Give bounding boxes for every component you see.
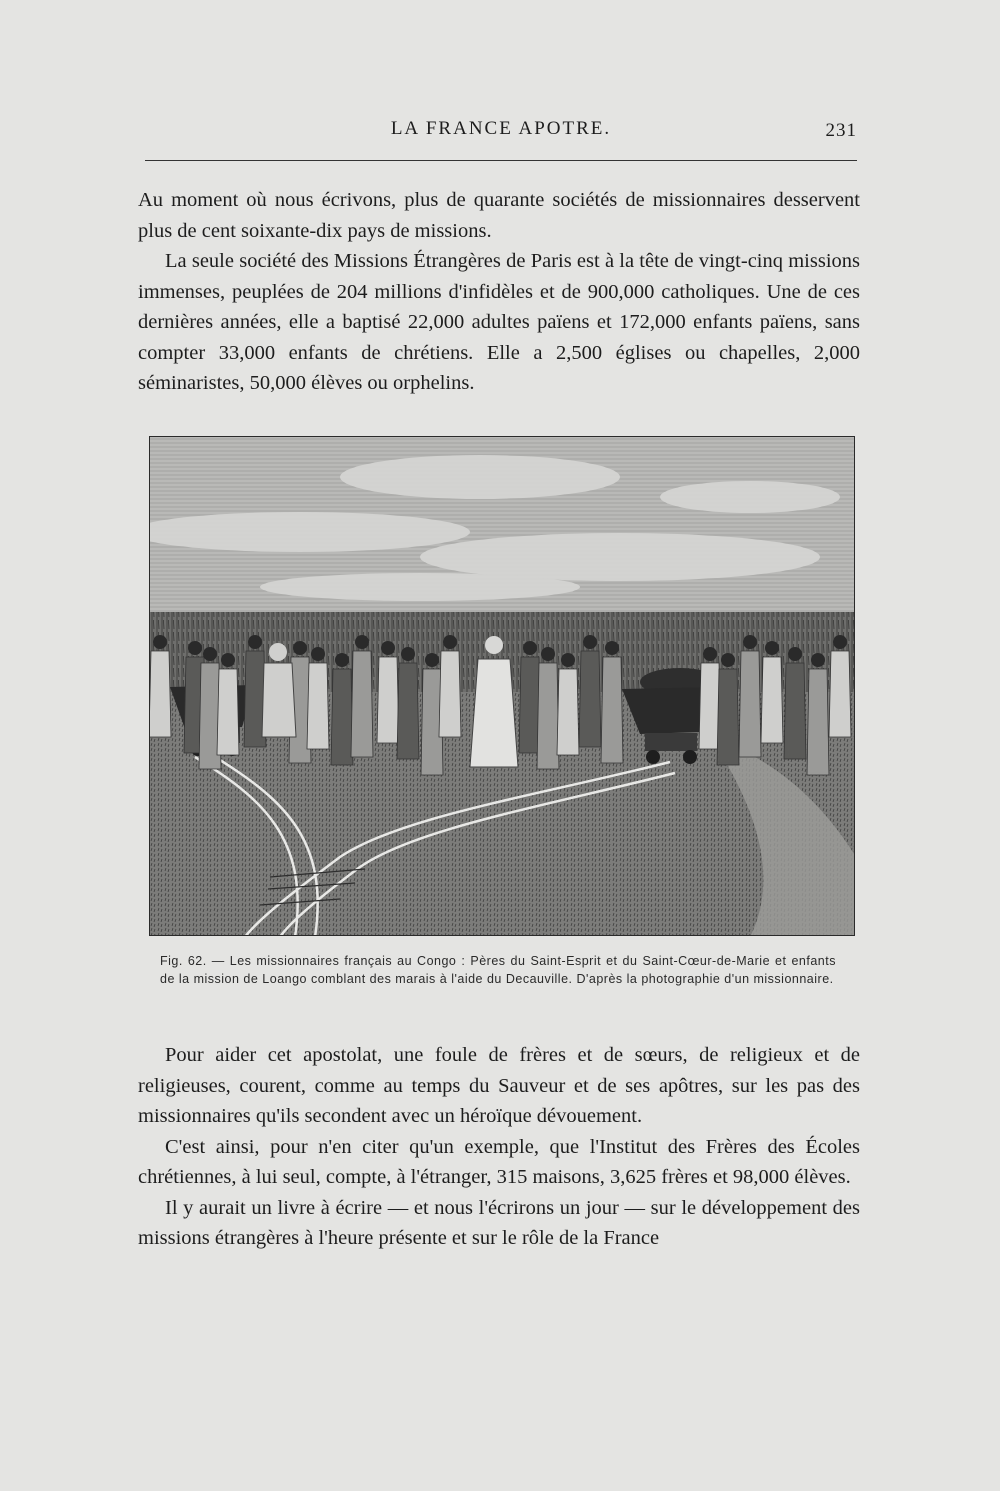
person-head — [335, 653, 349, 667]
figure-caption: Fig. 62. — Les missionnaires français au Congo : Pères du Saint-Esprit et du Saint-Cœur-de-Marie et enfants de la mission de Loango comblant des marais à l'aide du Decauville. D'après la photographie d'un missionnaire. — [160, 954, 836, 986]
page-number: 231 — [825, 120, 857, 141]
person-body — [150, 651, 171, 737]
engraving-scene — [150, 437, 855, 936]
person-body — [601, 657, 623, 763]
person-body — [217, 669, 239, 755]
person-head — [605, 641, 619, 655]
person-body — [439, 651, 461, 737]
person-head — [188, 641, 202, 655]
person-body — [557, 669, 579, 755]
paragraph: Il y aurait un livre à écrire — et nous l'écrirons un jour — sur le développement des missions étrangères à l'heure présente et sur le rôle de la France — [138, 1196, 860, 1249]
person-body — [807, 669, 829, 775]
person-body — [397, 663, 419, 759]
person-head — [293, 641, 307, 655]
person-head — [203, 647, 217, 661]
person-head — [523, 641, 537, 655]
person-head — [703, 647, 717, 661]
person-body — [307, 663, 329, 749]
body-text-top — [138, 185, 860, 399]
person-head — [248, 635, 262, 649]
person-head — [788, 647, 802, 661]
person-head — [765, 641, 779, 655]
paragraph: C'est ainsi, pour n'en citer qu'un exemple, que l'Institut des Frères des Écoles chrétiennes, à lui seul, compte, à l'étranger, 315 maisons, 3,625 frères et 98,000 élèves. — [138, 1135, 860, 1188]
paragraph: Pour aider cet apostolat, une foule de frères et de sœurs, de religieux et de religieuses, courent, comme au temps du Sauveur et de ses apôtres, sur les pas des missionnaires qu'ils secondent avec un héroïque dévouement. — [138, 1044, 860, 1127]
person-body — [579, 651, 601, 747]
person-head — [721, 653, 735, 667]
person-head — [583, 635, 597, 649]
person-head — [425, 653, 439, 667]
body-text-bottom — [138, 1040, 860, 1254]
person-head — [743, 635, 757, 649]
person-head — [811, 653, 825, 667]
paragraph: La seule société des Missions Étrangères de Paris est à la tête de vingt-cinq missions immenses, peuplées de 204 millions d'infidèles et de 900,000 catholiques. Une de ces dernières années, elle a baptisé 22,000 adultes païens et 172,000 enfants païens, sans compter 33,000 enfants de chrétiens. Elle a 2,500 églises ou chapelles, 2,000 séminaristes, 50,000 élèves ou orphelins. — [138, 250, 860, 394]
person-head — [833, 635, 847, 649]
person-head — [311, 647, 325, 661]
person-body — [331, 669, 353, 765]
person-body — [739, 651, 761, 757]
person-head — [221, 653, 235, 667]
person-head — [381, 641, 395, 655]
person-body — [784, 663, 806, 759]
person-body — [377, 657, 399, 743]
person-body — [717, 669, 739, 765]
person-body — [537, 663, 559, 769]
person-body — [351, 651, 373, 757]
person-body — [761, 657, 783, 743]
engraving-illustration — [149, 436, 855, 936]
header-rule — [145, 160, 857, 161]
person-head — [541, 647, 555, 661]
person-head — [153, 635, 167, 649]
person-body — [829, 651, 851, 737]
running-head — [145, 118, 857, 144]
paragraph: Au moment où nous écrivons, plus de quarante sociétés de missionnaires desservent plus de cent soixante-dix pays de missions. — [138, 189, 860, 242]
person-head — [443, 635, 457, 649]
person-head — [561, 653, 575, 667]
person-head — [355, 635, 369, 649]
person-head — [401, 647, 415, 661]
running-title: LA FRANCE APOTRE. — [390, 118, 612, 139]
